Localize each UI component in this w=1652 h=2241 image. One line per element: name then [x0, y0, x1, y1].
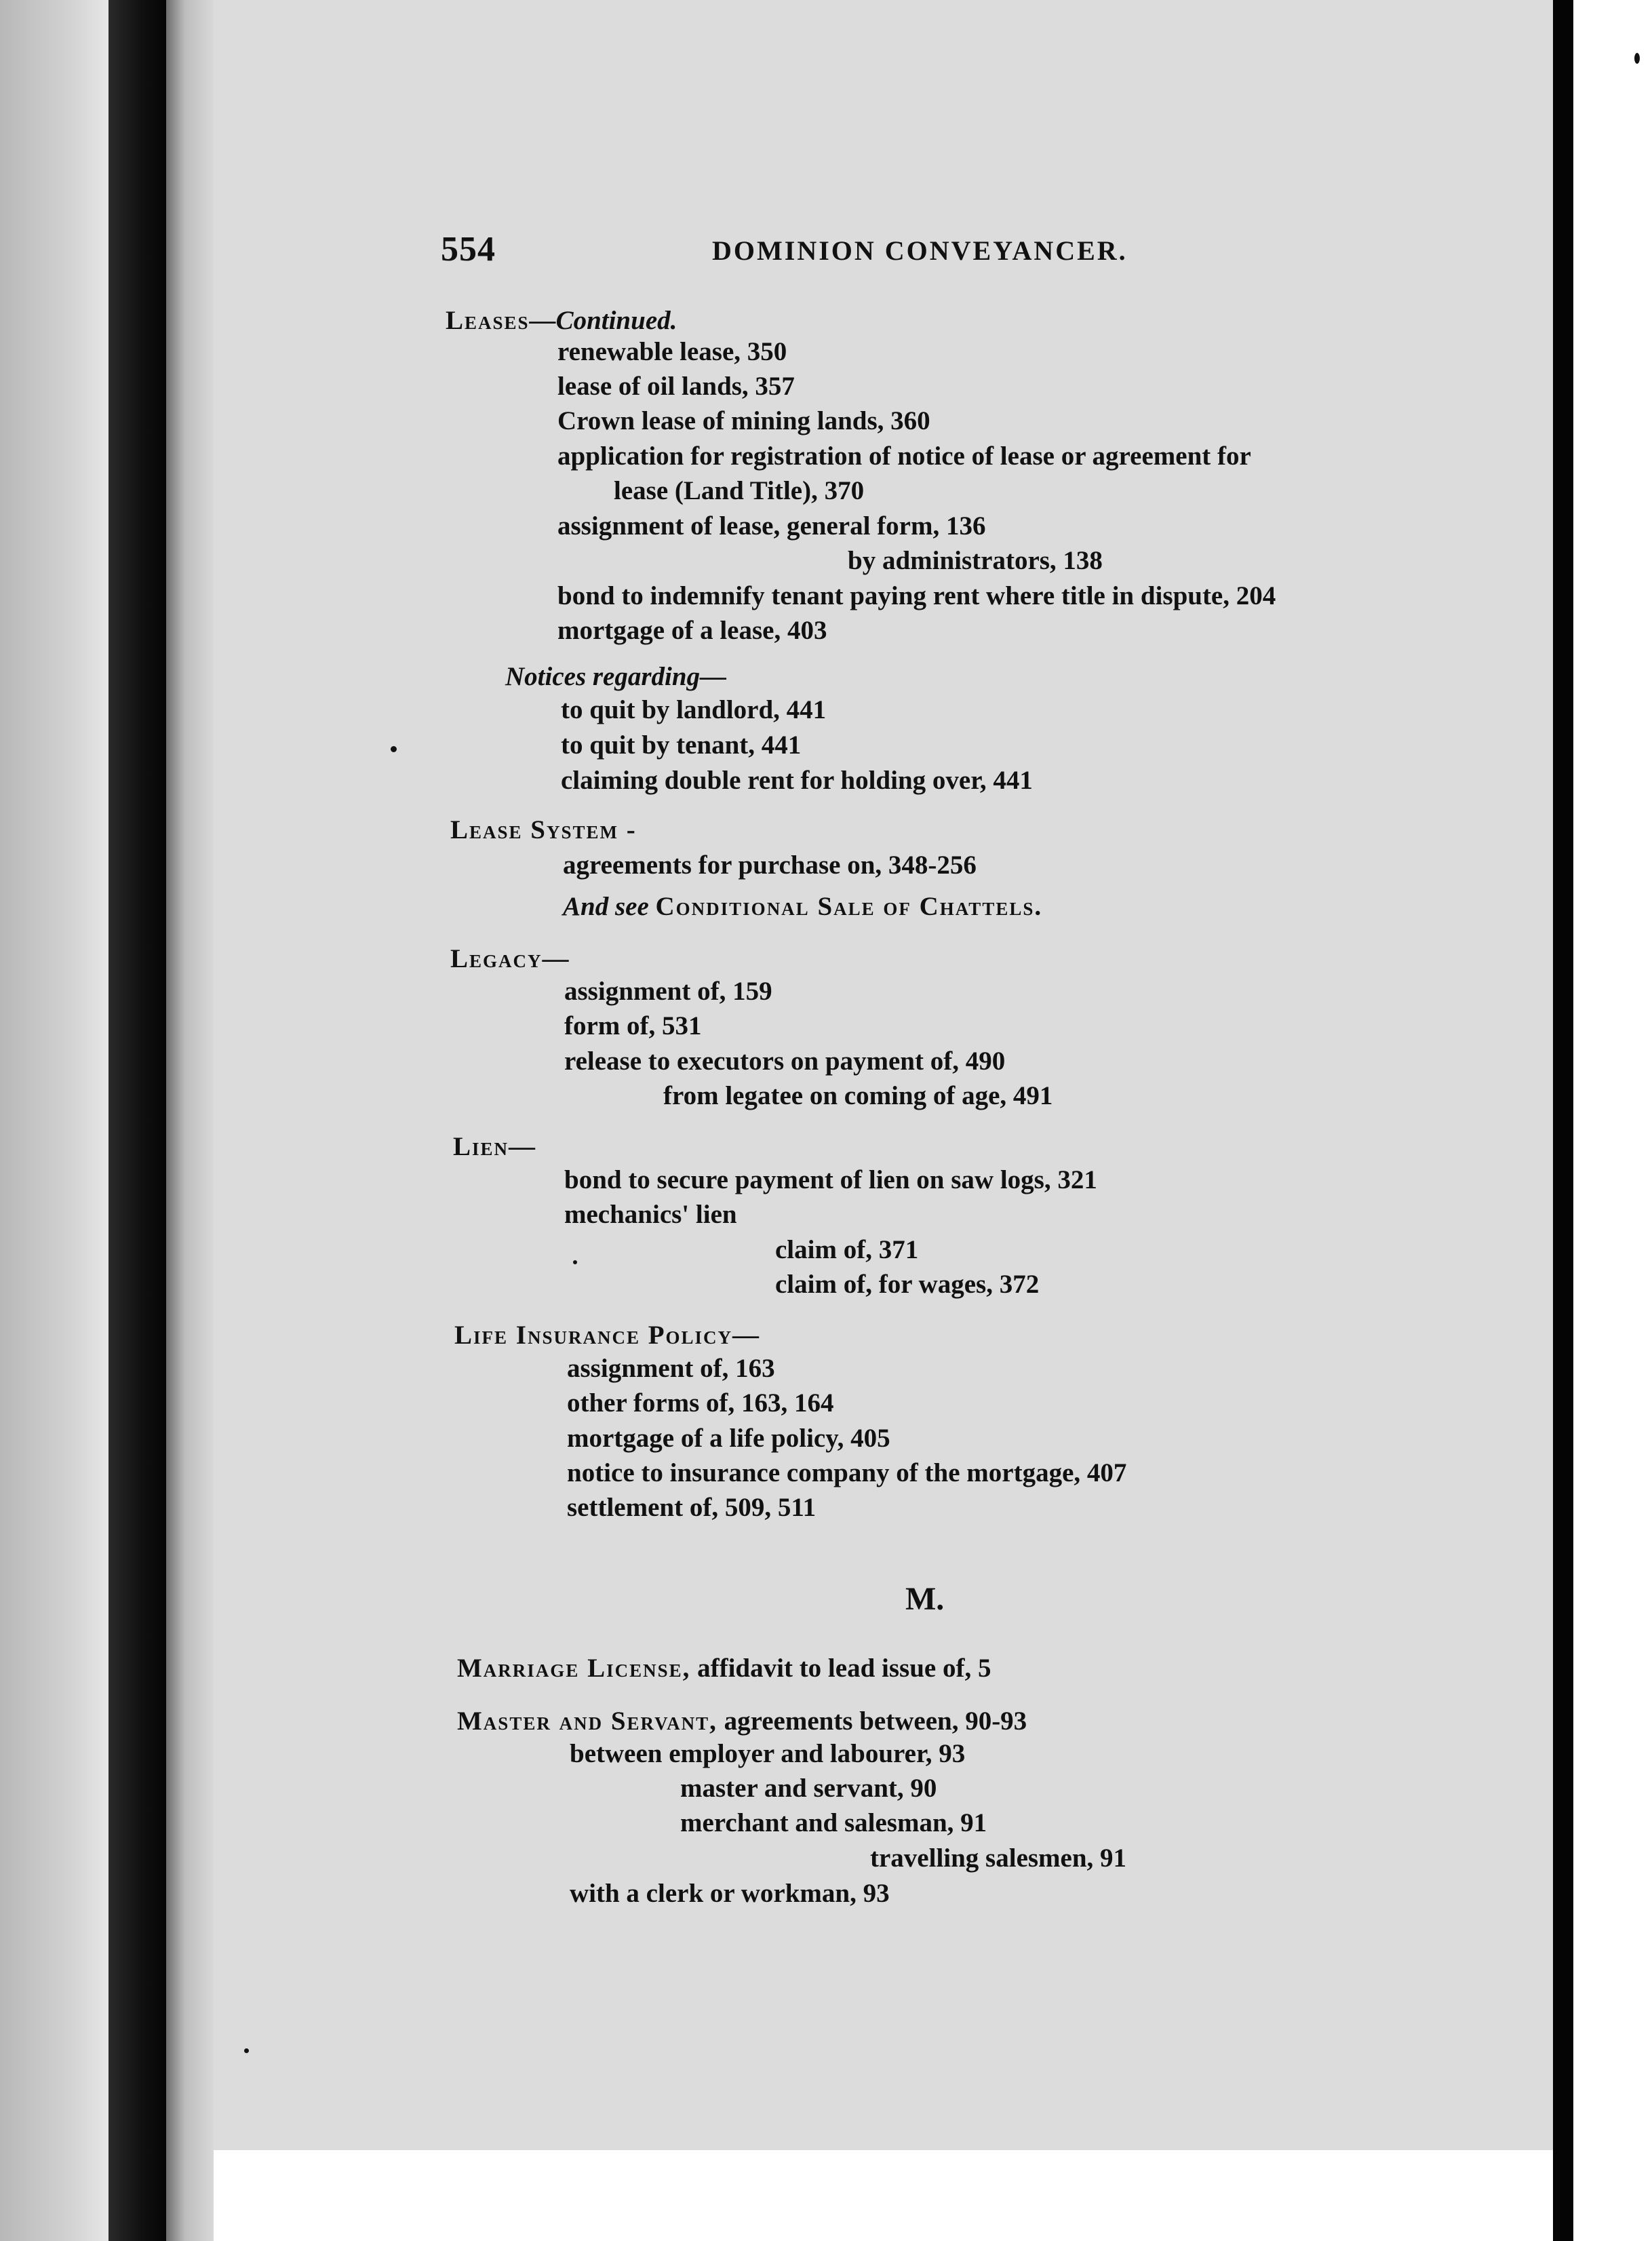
index-heading-life-insurance-policy: Life Insurance Policy— [454, 1321, 761, 1350]
index-subentry: claim of, 371 [775, 1235, 919, 1264]
index-entry: with a clerk or workman, 93 [570, 1879, 890, 1908]
scan-speck [244, 2048, 249, 2053]
index-entry: agreements for purchase on, 348-256 [563, 851, 977, 880]
index-entry: form of, 531 [564, 1011, 702, 1040]
running-head: DOMINION CONVEYANCER. [712, 235, 1128, 266]
index-subentry: by administrators, 138 [848, 546, 1103, 575]
scan-speck [1634, 53, 1640, 64]
scan-speck [391, 746, 397, 752]
index-heading-lien: Lien— [453, 1132, 537, 1161]
scan-right-margin [1573, 0, 1652, 2241]
index-entry: claiming double rent for holding over, 441 [561, 766, 1033, 795]
index-subentry: merchant and salesman, 91 [680, 1808, 987, 1837]
index-entry: to quit by landlord, 441 [561, 695, 827, 724]
index-entry: mortgage of a life policy, 405 [567, 1424, 890, 1453]
page-number: 554 [441, 230, 496, 269]
index-entry: lease of oil lands, 357 [557, 372, 795, 401]
index-entry: release to executors on payment of, 490 [564, 1047, 1006, 1076]
index-entry: assignment of, 159 [564, 977, 772, 1006]
index-entry: Crown lease of mining lands, 360 [557, 406, 930, 435]
index-entry: assignment of, 163 [567, 1354, 775, 1383]
index-entry: other forms of, 163, 164 [567, 1388, 834, 1418]
index-cross-reference: And see Conditional Sale of Chattels. [563, 892, 1043, 921]
index-entry: notice to insurance company of the mortgage, 407 [567, 1458, 1127, 1487]
index-entry: settlement of, 509, 511 [567, 1493, 817, 1522]
index-entry: bond to indemnify tenant paying rent where title in dispute, 204 [557, 581, 1276, 610]
scan-speck [573, 1260, 577, 1264]
index-subentry: travelling salesmen, 91 [870, 1844, 1127, 1873]
book-spine-shadow [109, 0, 166, 2241]
index-heading-leases: Leases—Continued. [446, 306, 677, 335]
index-entry: mechanics' lien [564, 1200, 737, 1229]
page-header [441, 229, 1390, 270]
index-entry: assignment of lease, general form, 136 [557, 511, 986, 541]
index-entry: between employer and labourer, 93 [570, 1739, 966, 1768]
index-entry-continuation: lease (Land Title), 370 [614, 476, 865, 505]
index-entry: bond to secure payment of lien on saw logs, 321 [564, 1165, 1097, 1194]
index-entry: renewable lease, 350 [557, 337, 787, 366]
index-entry: mortgage of a lease, 403 [557, 616, 827, 645]
page-gutter [166, 0, 214, 2241]
index-subentry: claim of, for wages, 372 [775, 1270, 1040, 1299]
index-heading-lease-system: Lease System - [450, 815, 637, 844]
page-right-edge [1553, 0, 1573, 2241]
index-entry: application for registration of notice of lease or agreement for [557, 442, 1251, 471]
index-heading-marriage-license: Marriage License, affidavit to lead issue of, 5 [457, 1654, 991, 1683]
index-subentry: from legatee on coming of age, 491 [663, 1081, 1053, 1110]
scan-left-margin [0, 0, 109, 2241]
index-heading-legacy: Legacy— [450, 944, 570, 973]
index-subheading-notices: Notices regarding— [505, 662, 727, 691]
index-heading-master-and-servant: Master and Servant, agreements between, 90-93 [457, 1707, 1027, 1736]
scan-bottom-margin [214, 2150, 1553, 2241]
continued-label: —Continued. [529, 306, 677, 335]
index-entry: to quit by tenant, 441 [561, 730, 802, 760]
section-letter-heading: M. [905, 1581, 945, 1617]
index-subentry: master and servant, 90 [680, 1774, 937, 1803]
